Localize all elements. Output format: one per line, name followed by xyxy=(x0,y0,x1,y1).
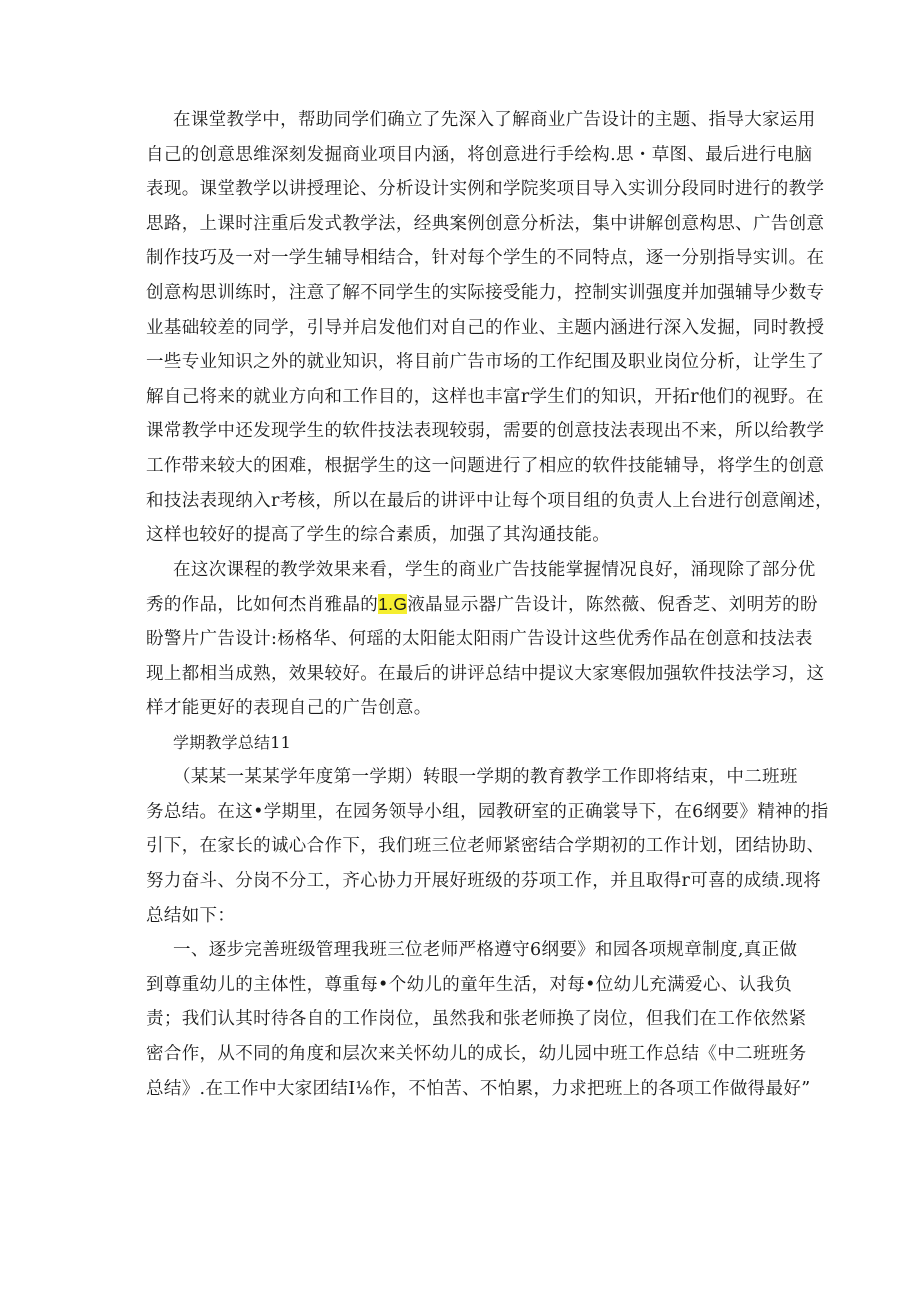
text-line: 总结》.在工作中大家团结I⅛作，不怕苦、不怕累，力求把班上的各项工作做得最好” xyxy=(146,1078,811,1099)
text-line: 样才能更好的表现自己的广告创意。 xyxy=(146,698,432,719)
text-segment: 液晶显示器广告设计，陈然薇、倪香芝、刘明芳的盼 xyxy=(407,595,818,616)
text-line: 到尊重幼儿的主体性，尊重每•个幼儿的童年生活，对每•位幼儿充满爱心、认我负 xyxy=(146,974,793,995)
text-line xyxy=(146,587,818,622)
text-line: 总结如下： xyxy=(146,905,236,926)
highlighted-text: 1.G xyxy=(378,594,408,615)
text-line: 工作带来较大的困难，根据学生的这一问题进行了相应的软件技能辅导，将学生的创意 xyxy=(146,455,825,476)
text-line: 引下，在家长的诚心合作下，我们班三位老师紧密结合学期初的工作计划，团结协助、 xyxy=(146,836,825,857)
text-segment: 秀的作品，比如何杰肖雅晶的 xyxy=(146,595,379,616)
text-line: 一、逐步完善班级管理我班三位老师严格遵守6纲要》和园各项规章制度,真正做 xyxy=(173,940,798,961)
text-line: 这样也较好的提高了学生的综合素质，加强了其沟通技能。 xyxy=(146,525,611,546)
text-line: 现上都相当成熟，效果较好。在最后的讲评总结中提议大家寒假加强软件技法学习，这 xyxy=(146,663,825,684)
text-line: 课常教学中还发现学生的软件技法表现较弱，需要的创意技法表现出不来，所以给教学 xyxy=(146,421,825,442)
paragraph-teaching-results xyxy=(146,553,825,726)
text-line: （某某一某某学年度第一学期）转眼一学期的教育教学工作即将结束，中二班班 xyxy=(173,767,798,788)
paragraph-teaching-methods xyxy=(146,103,834,553)
text-line: 一些专业知识之外的就业知识，将目前广告市场的工作纪围及职业岗位分析，让学生了 xyxy=(146,352,825,373)
text-line: 思路，上课时注重后发式教学法，经典案例创意分析法，集中讲解创意构思、广告创意 xyxy=(146,213,825,234)
paragraph-semester-summary xyxy=(146,760,829,933)
text-line: 和技法表现纳入r考核，所以在最后的讲评中让每个项目组的负责人上台进行创意阐述， xyxy=(146,490,834,511)
document-page xyxy=(146,103,834,1106)
text-line: 盼警片广告设计:杨格华、何瑶的太阳能太阳雨广告设计这些优秀作品在创意和技法表 xyxy=(146,628,813,649)
text-line: 在课堂教学中，帮助同学们确立了先深入了解商业广告设计的主题、指导大家运用 xyxy=(173,110,816,130)
text-line: 业基础较差的同学，引导并启发他们对自己的作业、主题内涵进行深入发掘，同时教授 xyxy=(146,317,825,338)
text-line: 解自己将来的就业方向和工作目的，这样也丰富r学生们的知识，开拓r他们的视野。在 xyxy=(146,386,824,407)
text-line: 在这次课程的教学效果来看，学生的商业广告技能掌握情况良好，涌现除了部分优 xyxy=(173,559,816,580)
text-line: 表现。课堂教学以讲授理论、分析设计实例和学院奖项目导入实训分段同时进行的教学 xyxy=(146,179,825,200)
paragraph-class-management xyxy=(146,933,811,1106)
text-line: 制作技巧及一对一学生辅导相结合，针对每个学生的不同特点，逐一分别指导实训。在 xyxy=(146,248,825,269)
section-heading: 学期教学总结11 xyxy=(173,732,291,752)
text-line: 努力奋斗、分岗不分工，齐心协力开展好班级的芬项工作，并且取得r可喜的成绩.现将 xyxy=(146,871,822,892)
text-line: 自己的创意思维深刻发掘商业项目内涵，将创意进行手绘构.思・草图、最后进行电脑 xyxy=(146,144,813,165)
text-line: 务总结。在这•学期里，在园务领导小组，园教研室的正确裳导下，在6纲要》精神的指 xyxy=(146,801,829,822)
text-line: 责；我们认其时待各自的工作岗位，虽然我和张老师换了岗位，但我们在工作依然紧 xyxy=(146,1009,807,1030)
text-line: 密合作，从不同的角度和层次来关怀幼儿的成长，幼儿园中班工作总结《中二班班务 xyxy=(146,1044,807,1065)
text-line: 创意构思训练时，注意了解不同学生的实际接受能力，控制实训强度并加强辅导少数专 xyxy=(146,282,825,303)
